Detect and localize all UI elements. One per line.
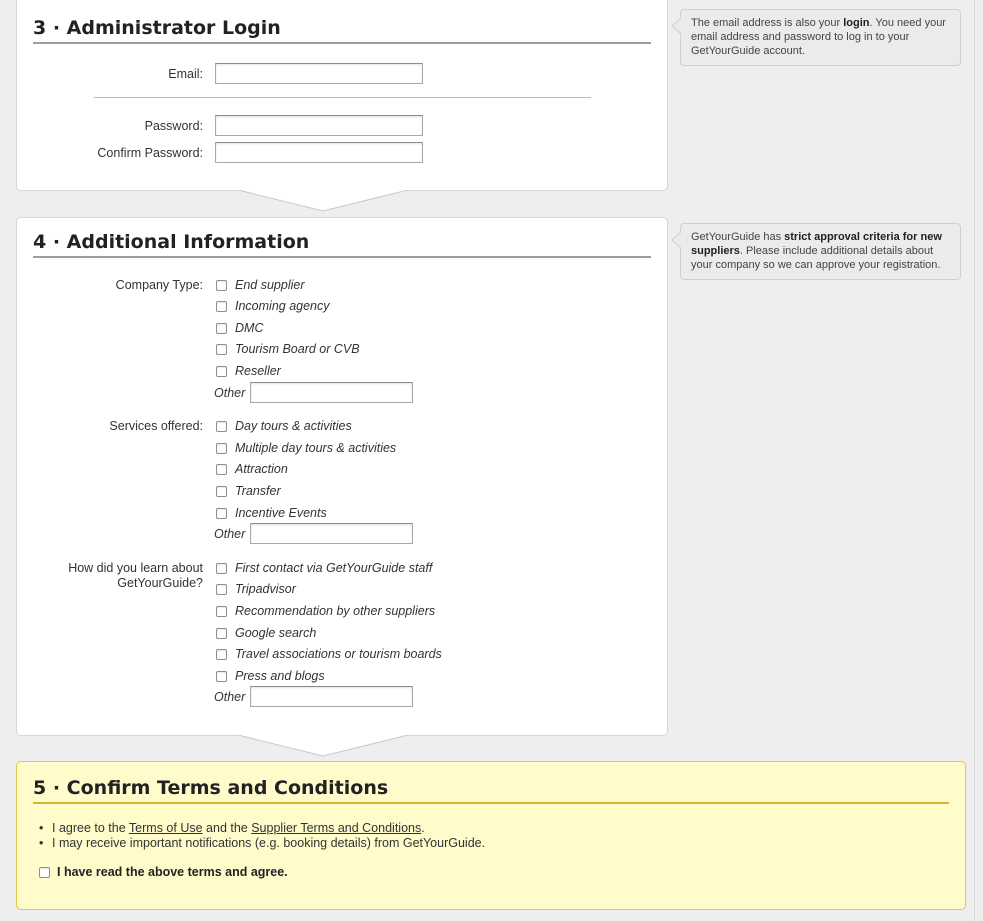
option-label: Recommendation by other suppliers — [235, 604, 436, 618]
additional-information-title: 4 · Additional Information — [33, 230, 651, 258]
services-option[interactable] — [216, 439, 396, 457]
confirm-password-label: Confirm Password: — [97, 146, 203, 160]
learn-option[interactable] — [216, 559, 432, 577]
learn-about-label-line1: How did you learn about — [68, 561, 203, 575]
section-4-pointer — [238, 735, 408, 759]
option-label: Transfer — [235, 484, 281, 498]
password-label: Password: — [144, 119, 203, 133]
tooltip-text-bold: login — [843, 17, 870, 29]
learn-other-input[interactable] — [250, 686, 413, 707]
learn-other-label: Other — [214, 690, 246, 704]
terms-bullet-item — [39, 821, 485, 836]
checkbox[interactable] — [216, 563, 227, 574]
services-option[interactable] — [216, 482, 281, 500]
checkbox[interactable] — [216, 366, 227, 377]
checkbox[interactable] — [216, 508, 227, 519]
terms-bullet-list — [39, 821, 485, 851]
option-label: First contact via GetYourGuide staff — [235, 561, 433, 575]
checkbox[interactable] — [216, 443, 227, 454]
option-label: Reseller — [235, 364, 281, 378]
email-input[interactable] — [215, 63, 423, 84]
tooltip-text-start: The email address is also your — [691, 17, 844, 29]
company-type-option[interactable] — [216, 297, 330, 315]
option-label: Tourism Board or CVB — [235, 342, 360, 356]
option-label: Incentive Events — [235, 506, 327, 520]
learn-option[interactable] — [216, 602, 435, 620]
tooltip-arrow-icon — [672, 232, 681, 248]
company-type-option[interactable] — [216, 340, 360, 358]
company-type-other-input[interactable] — [250, 382, 413, 403]
bullet-icon: • — [39, 821, 44, 835]
checkbox[interactable] — [216, 323, 227, 334]
learn-about-label-line2: GetYourGuide? — [117, 576, 203, 590]
tooltip-text-end: . You need your email address and password to log in to your GetYourGuide account. — [691, 17, 946, 57]
password-input[interactable] — [215, 115, 423, 136]
section-3-pointer — [238, 190, 408, 214]
checkbox[interactable] — [216, 344, 227, 355]
checkbox[interactable] — [216, 628, 227, 639]
option-label: End supplier — [235, 278, 305, 292]
bullet-text: and the — [202, 821, 252, 835]
option-label: Tripadvisor — [235, 582, 296, 596]
company-type-label: Company Type: — [115, 278, 203, 292]
option-label: Attraction — [235, 462, 288, 476]
tooltip-arrow-icon — [672, 18, 681, 34]
checkbox[interactable] — [216, 584, 227, 595]
services-option[interactable] — [216, 504, 327, 522]
checkbox[interactable] — [216, 280, 227, 291]
email-label: Email: — [168, 67, 203, 81]
page-edge-divider — [974, 0, 975, 921]
checkbox[interactable] — [216, 606, 227, 617]
learn-option[interactable] — [216, 667, 325, 685]
services-option[interactable] — [216, 460, 288, 478]
tooltip-text-bold: strict approval criteria for new suppliers — [691, 231, 942, 257]
learn-option[interactable] — [216, 580, 296, 598]
confirm-terms-title: 5 · Confirm Terms and Conditions — [33, 776, 949, 804]
tooltip-text-start: GetYourGuide has — [691, 231, 785, 243]
services-offered-label: Services offered: — [109, 419, 203, 433]
company-type-option[interactable] — [216, 319, 263, 337]
checkbox[interactable] — [216, 464, 227, 475]
checkbox[interactable] — [216, 671, 227, 682]
option-label: Multiple day tours & activities — [235, 441, 397, 455]
learn-about-label — [37, 561, 203, 591]
company-type-option[interactable] — [216, 362, 281, 380]
option-label: Google search — [235, 626, 317, 640]
terms-of-use-link[interactable]: Terms of Use — [128, 821, 203, 835]
option-label: DMC — [235, 321, 264, 335]
bullet-text: . — [421, 821, 425, 835]
checkbox[interactable] — [216, 486, 227, 497]
administrator-login-tooltip — [680, 9, 961, 66]
email-password-divider — [94, 97, 591, 98]
confirm-terms-section — [16, 761, 966, 910]
additional-information-section — [16, 217, 668, 736]
additional-information-tooltip — [680, 223, 961, 280]
agree-terms-option[interactable] — [39, 865, 288, 879]
agree-checkbox[interactable] — [39, 867, 50, 878]
confirm-password-input[interactable] — [215, 142, 423, 163]
option-label: Incoming agency — [235, 299, 330, 313]
company-type-option[interactable] — [216, 276, 305, 294]
bullet-icon: • — [39, 836, 44, 850]
checkbox[interactable] — [216, 421, 227, 432]
services-other-label: Other — [214, 527, 246, 541]
administrator-login-section — [16, 0, 668, 191]
agree-terms-label: I have read the above terms and agree. — [57, 865, 288, 879]
services-option[interactable] — [216, 417, 352, 435]
checkbox[interactable] — [216, 649, 227, 660]
bullet-text: I may receive important notifications (e.g. booking details) from GetYourGuide. — [52, 836, 486, 850]
option-label: Day tours & activities — [235, 419, 352, 433]
checkbox[interactable] — [216, 301, 227, 312]
tooltip-text-end: . Please include additional details about your company so we can approve your registration. — [691, 245, 941, 271]
option-label: Press and blogs — [235, 669, 325, 683]
learn-option[interactable] — [216, 645, 442, 663]
administrator-login-title: 3 · Administrator Login — [33, 16, 651, 44]
supplier-terms-link[interactable]: Supplier Terms and Conditions — [251, 821, 422, 835]
learn-option[interactable] — [216, 624, 316, 642]
services-other-input[interactable] — [250, 523, 413, 544]
company-type-other-label: Other — [214, 386, 246, 400]
option-label: Travel associations or tourism boards — [235, 647, 442, 661]
bullet-text: I agree to the — [52, 821, 129, 835]
terms-bullet-item — [39, 836, 485, 851]
